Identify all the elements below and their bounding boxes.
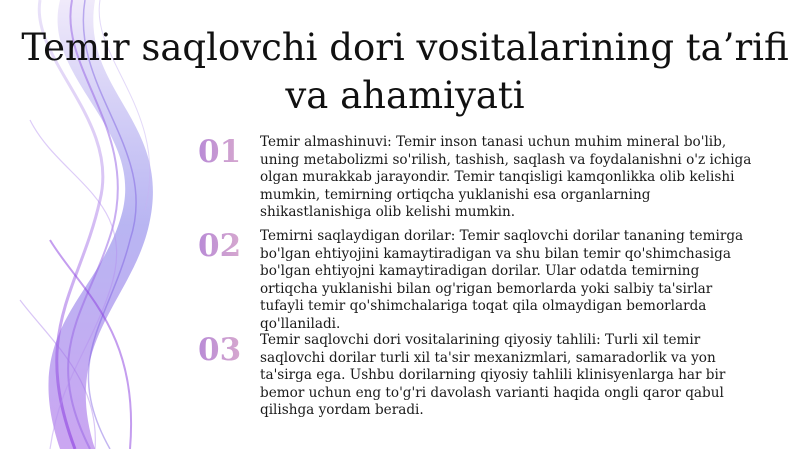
item-number: 03 [198,332,250,368]
item-number: 02 [198,228,250,264]
item-number: 01 [198,134,250,170]
item-text: Temir saqlovchi dori vositalarining qiyosiy tahlili: Turli xil temir saqlovchi dorilar turli xil ta'sir mexanizmlari, samaradorlik va yon ta'sirga ega. Ushbu dorilarning qiyosiy tahlili klinisyenlarga har bir bemor uchun eng to'g'ri davolash varianti haqida ongli qaror qabul qilishga yordam beradi. [260,332,726,419]
item-text: Temirni saqlaydigan dorilar: Temir saqlovchi dorilar tananing temirga bo'lgan ehtiyojini kamaytiradigan va shu bilan temir qo'shimchasiga bo'lgan ehtiyojni kamaytiradigan dorilar. Ular odatda temirning ortiqcha yuklanishi bilan og'rigan bemorlarda yoki salbiy ta'sirlar tufayli temir qo'shimchalariga toqat qila olmaydigan bemorlarda qo'llaniladi. [260,228,744,332]
item-text: Temir almashinuvi: Temir inson tanasi uchun muhim mineral bo'lib, uning metabolizmi so'rilish, tashish, saqlash va foydalanishni o'z ichiga olgan murakkab jarayondir. Temir tanqisligi kamqonlikka olib kelishi mumkin, temirning ortiqcha yuklanishi esa organlarning shikastlanishiga olib kelishi mumkin. [260,134,752,221]
slide-title: Temir saqlovchi dori vositalarining ta’rifi va ahamiyati [21,26,789,117]
